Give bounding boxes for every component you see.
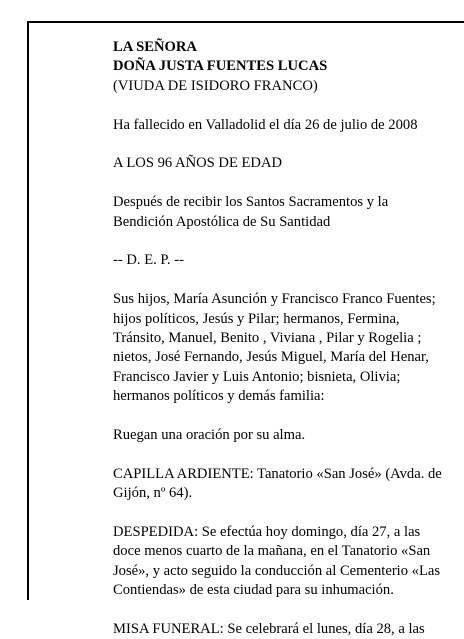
chapel-line-1: CAPILLA ARDIENTE: Tanatorio «San José» (Avda. de xyxy=(113,465,442,482)
frame-top-border xyxy=(27,21,464,23)
frame-left-border xyxy=(27,21,29,600)
rip-line: -- D. E. P. -- xyxy=(113,252,184,269)
family-line-3: Tránsito, Manuel, Benito , Viviana , Pilar y Rogelia ; xyxy=(113,330,422,347)
family-line-5: Francisco Javier y Luis Antonio; bisnieta, Olivia; xyxy=(113,368,401,385)
widow-of-line: (VIUDA DE ISIDORO FRANCO) xyxy=(113,77,318,94)
family-line-2: hijos políticos, Jesús y Pilar; hermanos, Fermina, xyxy=(113,310,400,327)
deceased-name: DOÑA JUSTA FUENTES LUCAS xyxy=(113,58,328,75)
farewell-line-3: José», y acto seguido la conducción al Cementerio «Las xyxy=(113,562,441,579)
family-line-1: Sus hijos, María Asunción y Francisco Franco Fuentes; xyxy=(113,291,436,308)
header-line-1: LA SEÑORA xyxy=(113,39,197,55)
sacraments-line-2: Bendición Apostólica de Su Santidad xyxy=(113,213,331,230)
farewell-line-4: Contiendas» de esta ciudad para su inhumación. xyxy=(113,582,394,599)
prayer-line: Ruegan una oración por su alma. xyxy=(113,427,306,444)
death-line: Ha fallecido en Valladolid el día 26 de julio de 2008 xyxy=(113,116,418,133)
farewell-line-1: DESPEDIDA: Se efectúa hoy domingo, día 27, a las xyxy=(113,524,421,541)
sacraments-line-1: Después de recibir los Santos Sacramentos y la xyxy=(113,194,389,211)
family-line-4: nietos, José Fernando, Jesús Miguel, María del Henar, xyxy=(113,349,429,366)
chapel-line-2: Gijón, nº 64). xyxy=(113,485,193,502)
farewell-line-2: doce menos cuarto de la mañana, en el Tanatorio «San xyxy=(113,543,431,560)
age-line: A LOS 96 AÑOS DE EDAD xyxy=(113,155,283,172)
obituary-text xyxy=(113,38,463,639)
funeral-mass-line-1: MISA FUNERAL: Se celebrará el lunes, día 28, a las xyxy=(113,621,425,638)
family-line-6: hermanos políticos y demás familia: xyxy=(113,388,325,405)
